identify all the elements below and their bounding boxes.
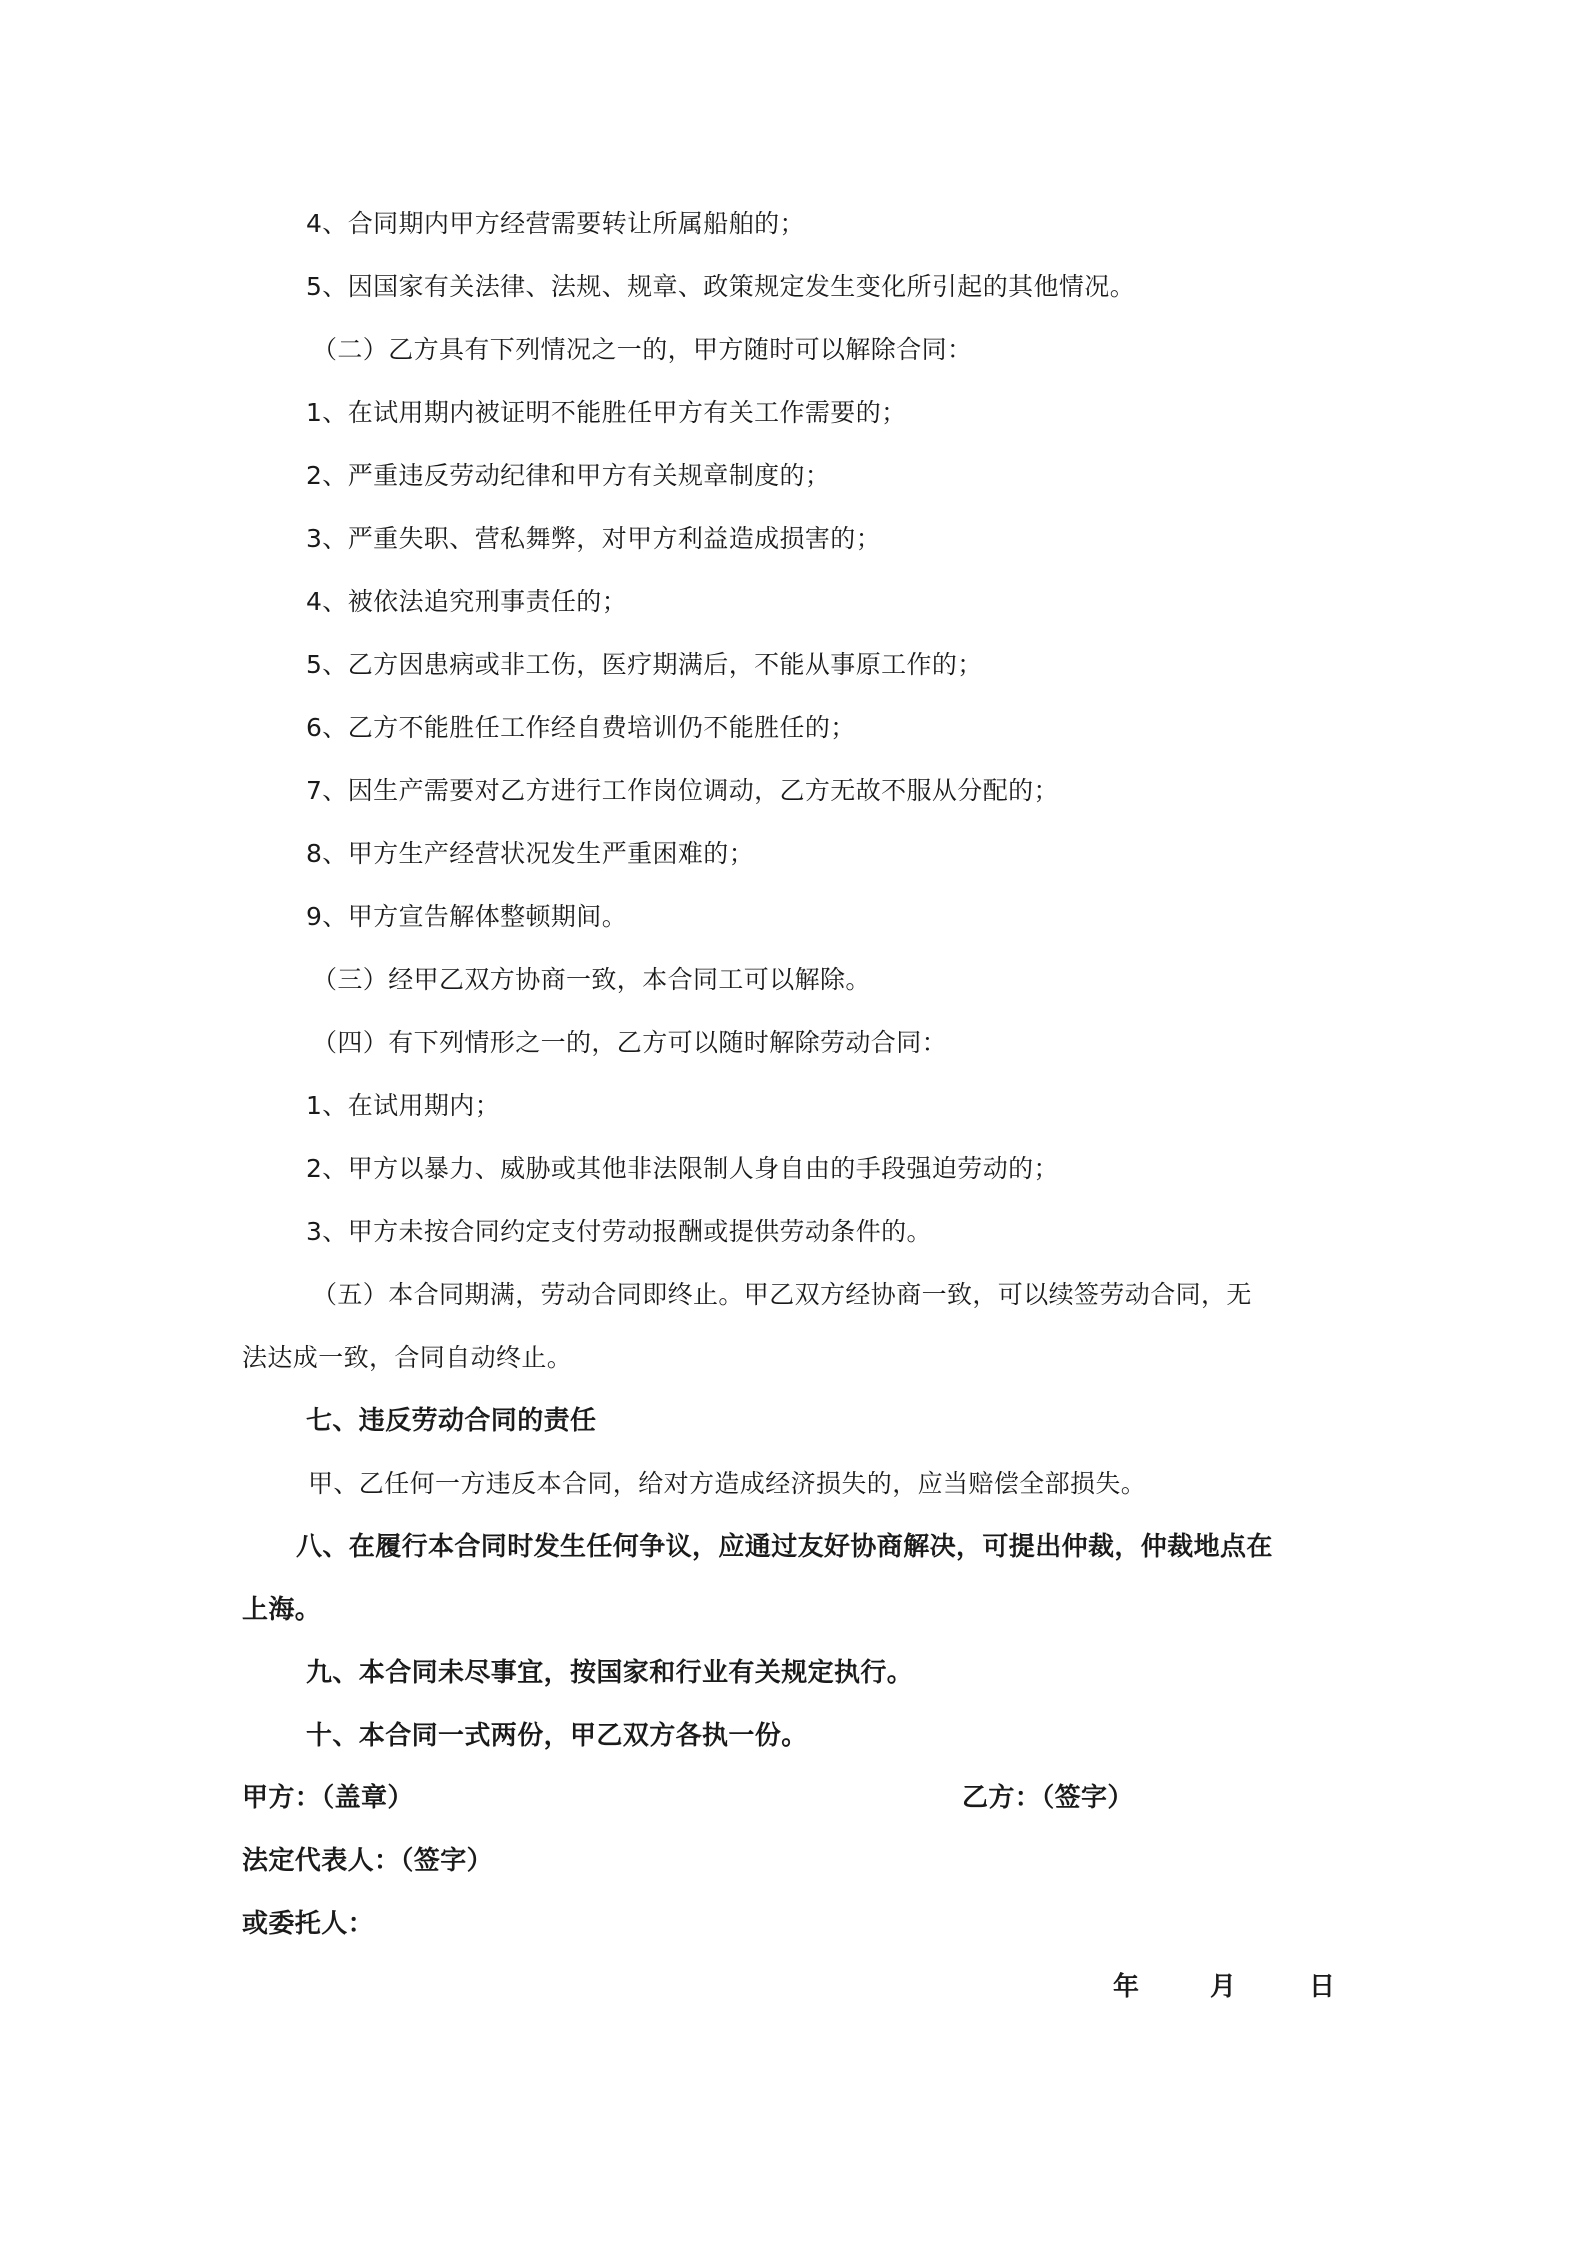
section-heading: 九、本合同未尽事宜，按国家和行业有关规定执行。 (306, 1658, 914, 1688)
clause-item: 3、甲方未按合同约定支付劳动报酬或提供劳动条件的。 (306, 1217, 932, 1246)
clause-item: 5、乙方因患病或非工伤，医疗期满后，不能从事原工作的； (306, 650, 983, 679)
clause-item: 9、甲方宣告解体整顿期间。 (306, 902, 628, 931)
clause-heading: （三）经甲乙双方协商一致，本合同工可以解除。 (312, 965, 871, 994)
clause-item: 7、因生产需要对乙方进行工作岗位调动，乙方无故不服从分配的； (306, 776, 1059, 805)
section-heading: 七、违反劳动合同的责任 (306, 1406, 597, 1436)
delegate-label: 或委托人： (242, 1909, 375, 1939)
clause-item: 5、因国家有关法律、法规、规章、政策规定发生变化所引起的其他情况。 (306, 272, 1136, 301)
legal-representative-label: 法定代表人：（签字） (242, 1846, 494, 1876)
date-year-label: 年 (1113, 1972, 1140, 2002)
clause-item: 3、严重失职、营私舞弊，对甲方利益造成损害的； (306, 524, 882, 553)
clause-item: 2、严重违反劳动纪律和甲方有关规章制度的； (306, 461, 831, 490)
clause-item: 1、在试用期内被证明不能胜任甲方有关工作需要的； (306, 398, 907, 427)
section-heading: 八、在履行本合同时发生任何争议，应通过友好协商解决，可提出仲裁，仲裁地点在 (296, 1532, 1273, 1562)
party-a-label: 甲方：（盖章） (242, 1783, 414, 1813)
clause-item: 8、甲方生产经营状况发生严重困难的； (306, 839, 755, 868)
clause-heading: （五）本合同期满，劳动合同即终止。甲乙双方经协商一致，可以续签劳动合同，无 (312, 1280, 1252, 1309)
party-b-label: 乙方：（签字） (962, 1783, 1134, 1813)
clause-item: 1、在试用期内； (306, 1091, 501, 1120)
clause-item: 4、合同期内甲方经营需要转让所属船舶的； (306, 209, 805, 238)
clause-item: 2、甲方以暴力、威胁或其他非法限制人身自由的手段强迫劳动的； (306, 1154, 1059, 1183)
date-day-label: 日 (1309, 1972, 1336, 2002)
clause-heading: （四）有下列情形之一的，乙方可以随时解除劳动合同： (312, 1028, 948, 1057)
section-paragraph: 甲、乙任何一方违反本合同，给对方造成经济损失的，应当赔偿全部损失。 (308, 1469, 1147, 1498)
clause-item: 6、乙方不能胜任工作经自费培训仍不能胜任的； (306, 713, 856, 742)
clause-heading: （二）乙方具有下列情况之一的，甲方随时可以解除合同： (312, 335, 973, 364)
clause-continuation: 法达成一致，合同自动终止。 (242, 1343, 573, 1372)
clause-item: 4、被依法追究刑事责任的； (306, 587, 628, 616)
section-heading: 十、本合同一式两份，甲乙双方各执一份。 (306, 1721, 808, 1751)
section-continuation: 上海。 (242, 1595, 322, 1625)
date-month-label: 月 (1210, 1972, 1237, 2002)
